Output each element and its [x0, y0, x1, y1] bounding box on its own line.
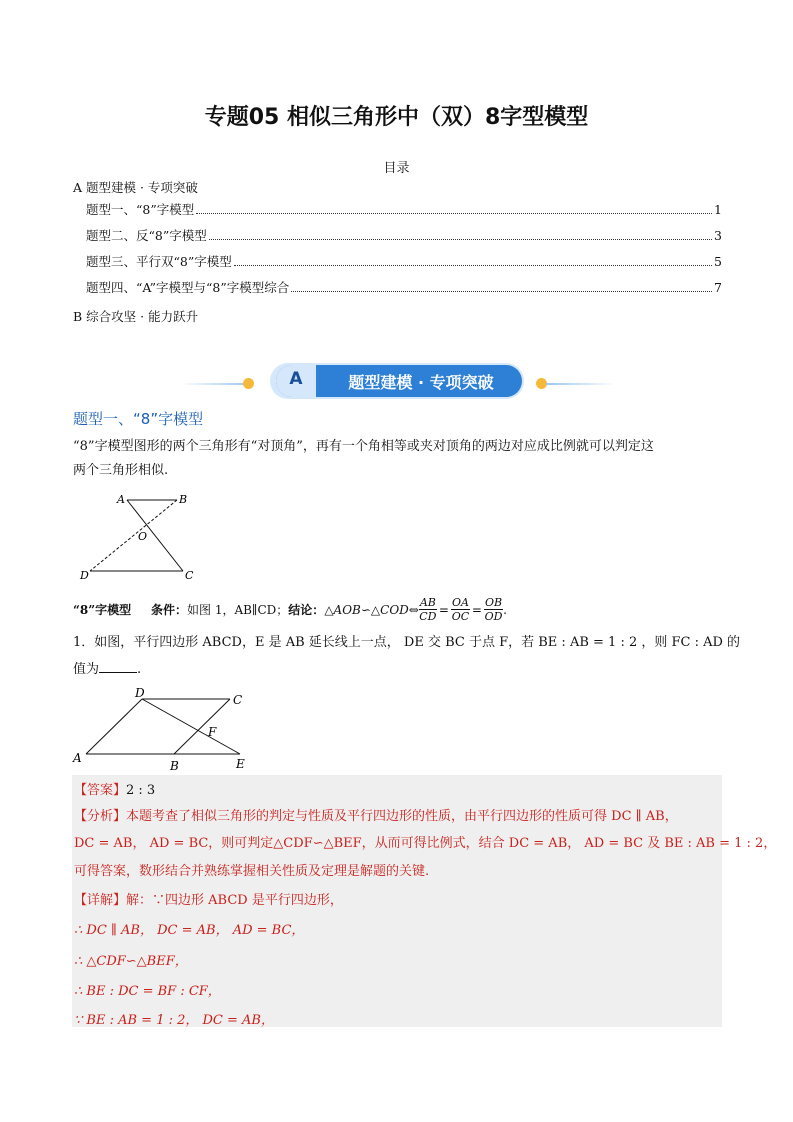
toc-item-page: 1 [714, 202, 722, 217]
intro-line-2: 两个三角形相似. [73, 463, 169, 478]
detail-step: ∵ BE : AB = 1 : 2， DC = AB， [74, 1013, 274, 1028]
frac-den: OD [484, 610, 503, 623]
problem-1-line-2 [73, 658, 141, 682]
detail-line-1 [74, 889, 343, 908]
toc-item[interactable] [86, 252, 722, 270]
analysis-text-1: 本题考查了相似三角形的判定与性质及平行四边形的性质，由平行四边形的性质可得 DC ∥ AB， [126, 809, 678, 824]
answer-line [74, 779, 155, 798]
toc-leader [291, 291, 712, 292]
toc-item-label: 题型一、“8”字模型 [86, 202, 195, 217]
toc-item-page: 7 [714, 280, 722, 295]
toc-leader [196, 213, 712, 214]
detail-text-1: 解：∵四边形 ABCD 是平行四边形， [126, 893, 343, 908]
fraction-ob-od [484, 596, 503, 623]
label-c: C [233, 693, 243, 707]
frac-num: OB [484, 596, 503, 609]
answer-value: 2 : 3 [126, 783, 156, 798]
condition-label: 条件： [151, 603, 188, 617]
label-d: D [80, 569, 89, 582]
detail-step: ∴ BE : DC = BF : CF， [74, 984, 221, 999]
fraction-oa-oc [451, 596, 470, 623]
fraction-ab-cd [419, 596, 437, 623]
label-a: A [73, 751, 82, 765]
answer-tag: 【答案】 [74, 783, 127, 798]
banner-letter: A [289, 369, 303, 389]
frac-den: OC [451, 610, 470, 623]
frac-num: AB [419, 596, 436, 609]
answer-blank[interactable] [99, 660, 137, 673]
analysis-tag: 【分析】 [74, 809, 127, 824]
condition-text: 如图 1，AB∥CD； [187, 603, 289, 617]
segment-ac [127, 500, 183, 571]
toc-item-page: 3 [714, 228, 722, 243]
banner-right-line [546, 383, 616, 385]
conclusion-label: 结论： [288, 603, 325, 617]
analysis-line-1 [74, 805, 678, 824]
toc-item-label: 题型四、“A”字模型与“8”字模型综合 [86, 280, 290, 295]
label-c: C [185, 569, 194, 582]
toc-leader [234, 265, 712, 266]
label-b: B [179, 493, 188, 506]
banner-left-line [180, 383, 250, 385]
frac-num: OA [451, 596, 469, 609]
segment-bd [90, 500, 177, 571]
toc-item-label: 题型三、平行双“8”字模型 [86, 254, 232, 269]
toc-item-page: 5 [714, 254, 722, 269]
label-f: F [208, 725, 217, 739]
label-e: E [236, 757, 245, 771]
banner-left-dot [243, 378, 254, 389]
toc-item-label: 题型二、反“8”字模型 [86, 228, 207, 243]
segment-cb [174, 699, 230, 754]
label-d: D [135, 686, 145, 700]
page-title: 专题05 相似三角形中（双）8字型模型 [204, 105, 589, 130]
analysis-line-3: 可得答案，数形结合并熟练掌握相关性质及定理是解题的关键. [74, 864, 430, 879]
problem-1-prefix: 值为 [73, 662, 100, 677]
toc-heading: 目录 [383, 161, 410, 176]
segment-da [86, 699, 142, 754]
intro-line-1: “8”字模型图形的两个三角形有“对顶角”，再有一个角相等或夹对顶角的两边对应成比例就可以判定这 [73, 439, 654, 454]
section-title: 题型一、“8”字模型 [73, 410, 204, 428]
problem-1-line-1: 1．如图，平行四边形 ABCD，E 是 AB 延长线上一点， DE 交 BC 于点 F，若 BE : AB = 1 : 2 ，则 FC : AD 的 [73, 635, 741, 650]
toc-section-a[interactable]: A 题型建模 · 专项突破 [73, 180, 198, 195]
toc-section-b[interactable]: B 综合攻坚 · 能力跃升 [73, 309, 199, 324]
analysis-line-2: DC = AB， AD = BC，则可判定△CDF∽△BEF，从而可得比例式，结合 DC = AB， AD = BC 及 BE : AB = 1 : 2， [74, 836, 777, 851]
label-b: B [170, 759, 179, 773]
toc-item[interactable] [86, 200, 722, 218]
label-a: A [117, 493, 125, 506]
toc-item[interactable] [86, 226, 722, 244]
figure-parallelogram [70, 684, 255, 776]
model-statement: “8”字模型 条件： 如图 1，AB∥CD； 结论： △AOB∽△COD⇔ $\frac{AB}{CD}$ = $\frac{OA}{OC}$ = $\frac{OB}{OD}$ . [73, 596, 507, 623]
toc-leader [209, 239, 712, 240]
label-o: O [138, 530, 148, 543]
frac-den: CD [419, 610, 437, 623]
detail-tag: 【详解】 [74, 893, 127, 908]
figure-8-model [75, 488, 205, 583]
section-banner [270, 363, 524, 399]
toc-item[interactable] [86, 278, 722, 296]
conclusion-text: △AOB∽△COD⇔ [324, 602, 419, 617]
detail-step: ∴ △CDF∽△BEF， [74, 954, 188, 969]
detail-step: ∴ DC ∥ AB， DC = AB， AD = BC， [74, 923, 305, 938]
segment-de [142, 699, 240, 754]
model-name: “8”字模型 [73, 603, 132, 617]
banner-text: 题型建模 · 专项突破 [348, 373, 494, 392]
problem-1-suffix: . [137, 662, 142, 677]
